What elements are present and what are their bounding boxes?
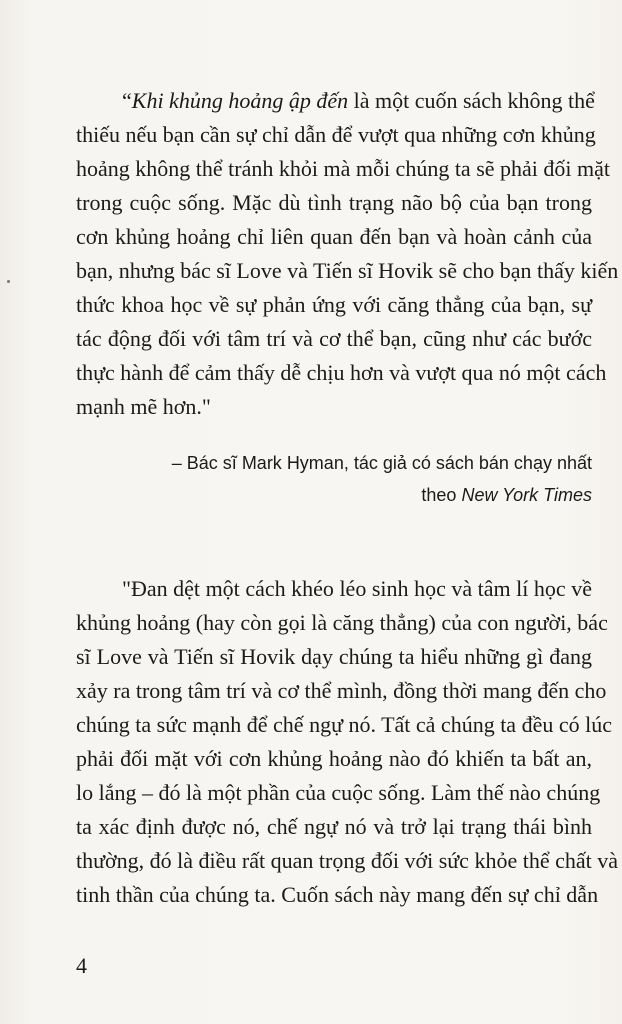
quote-2-line: ta xác định được nó, chế ngự nó và trở lại trạng thái bình: [76, 814, 592, 839]
quote-2-line: thường, đó là điều rất quan trọng đối với sức khỏe thể chất và: [76, 848, 618, 873]
quote-block-1: [76, 84, 619, 424]
quote-2-line: tinh thần của chúng ta. Cuốn sách này mang đến sự chỉ dẫn: [76, 882, 599, 907]
quote-1-line: hoảng không thể tránh khỏi mà mỗi chúng ta sẽ phải đối mặt: [76, 156, 611, 181]
quote-1-line: bạn, nhưng bác sĩ Love và Tiến sĩ Hovik sẽ cho bạn thấy kiến: [76, 258, 619, 283]
attribution-1-line-1: – Bác sĩ Mark Hyman, tác giả có sách bán chạy nhất: [171, 453, 592, 473]
quote-2-line: phải đối mặt với cơn khủng hoảng nào đó khiến ta bất an,: [76, 746, 592, 771]
quote-block-2: [76, 572, 618, 912]
quote-1-line: thiếu nếu bạn cần sự chỉ dẫn để vượt qua những cơn khủng: [76, 122, 596, 147]
quote-1-line: thực hành để cảm thấy dễ chịu hơn và vượt qua nó một cách: [76, 360, 607, 385]
quote-1-line: cơn khủng hoảng chỉ liên quan đến bạn và hoàn cảnh của: [76, 224, 592, 249]
quote-1-line: trong cuộc sống. Mặc dù tình trạng não bộ của bạn trong: [76, 190, 592, 215]
quote-2-line: xảy ra trong tâm trí và cơ thể mình, đồng thời mang đến cho: [76, 678, 607, 703]
newspaper-name: New York Times: [461, 485, 592, 505]
book-title: Khi khủng hoảng ập đến: [131, 88, 349, 113]
quote-2-line: khủng hoảng (hay còn gọi là căng thẳng) của con người, bác: [76, 610, 608, 635]
paper-speck: [7, 280, 10, 283]
page-number: 4: [76, 953, 87, 978]
quote-1-line: mạnh mẽ hơn.": [76, 394, 211, 419]
quote-2-line: chúng ta sức mạnh để chế ngự nó. Tất cả chúng ta đều có lúc: [76, 712, 612, 737]
attribution-1-line-2: theo New York Times: [421, 485, 592, 505]
quote-1-line-1: “Khi khủng hoảng ập đến là một cuốn sách không thể: [122, 88, 595, 113]
quote-2-line: "Đan dệt một cách khéo léo sinh học và tâm lí học về: [122, 576, 592, 601]
quote-1-line: thức khoa học về sự phản ứng với căng thẳng của bạn, sự: [76, 292, 592, 317]
quote-1-line: tác động đối với tâm trí và cơ thể bạn, cũng như các bước: [76, 326, 592, 351]
quote-2-line: sĩ Love và Tiến sĩ Hovik dạy chúng ta hiểu những gì đang: [76, 644, 592, 669]
quote-2-line: lo lắng – đó là một phần của cuộc sống. Làm thế nào chúng: [76, 780, 601, 805]
